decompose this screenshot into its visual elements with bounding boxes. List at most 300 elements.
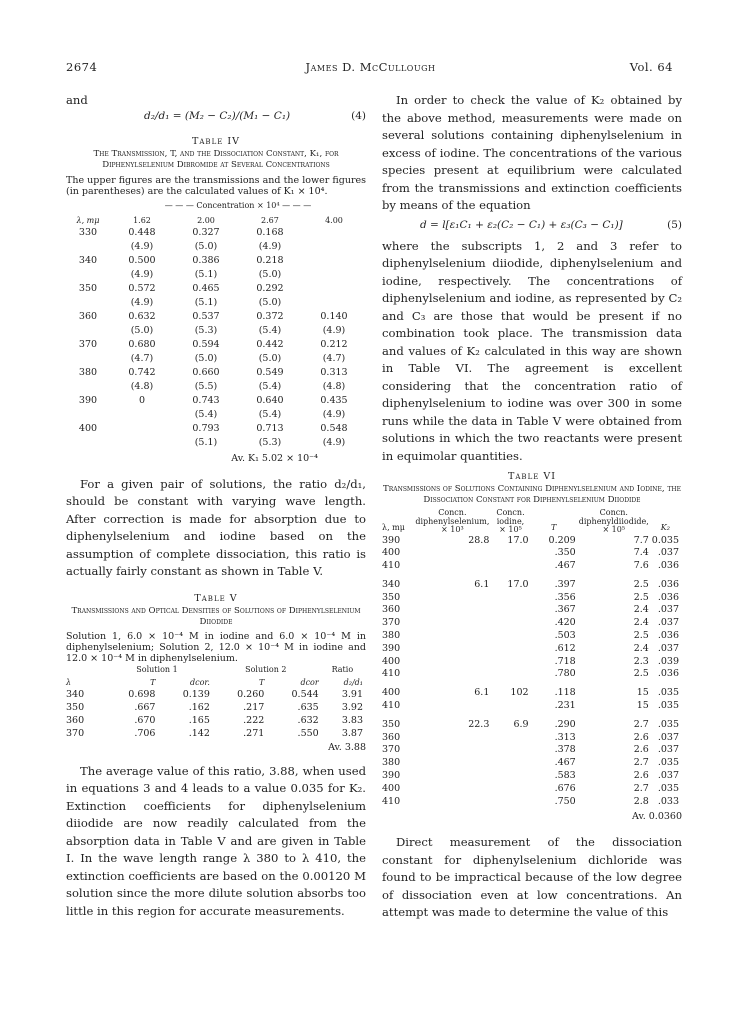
table-row bbox=[66, 701, 366, 714]
equation-4-body: d₂/d₁ = (M₂ − C₂)/(M₁ − C₁) bbox=[144, 109, 291, 122]
table-cell: 7.4 bbox=[633, 547, 649, 559]
table-cell: 370 bbox=[382, 744, 401, 756]
table-cell: .718 bbox=[554, 655, 576, 667]
transmission-cell: 0.572 bbox=[128, 282, 156, 294]
table-row bbox=[382, 573, 682, 592]
table-cell: .378 bbox=[554, 744, 576, 756]
table-row bbox=[66, 254, 366, 268]
equation-5-number: (5) bbox=[667, 218, 682, 231]
table-vi-header: Concn. diphenylselenium, × 10³ bbox=[415, 508, 490, 534]
table-row bbox=[382, 700, 682, 713]
k1-cell: (4.9) bbox=[322, 408, 346, 420]
table-cell bbox=[415, 604, 492, 617]
table-cell: 410 bbox=[382, 700, 401, 712]
table-cell bbox=[415, 656, 492, 669]
table-row bbox=[66, 422, 366, 436]
table-cell bbox=[415, 744, 492, 757]
right-paragraph-3: Direct measurement of the dissociation constant for diphenylselenium dichloride was found to be impractical because of the low degree of dissociation even at low concentrations. An attempt was made to determine the value of this bbox=[382, 835, 682, 920]
table-cell: .313 bbox=[554, 731, 576, 743]
table-v-header: dcor bbox=[300, 677, 319, 687]
table-vi-header: λ, mμ bbox=[382, 522, 405, 532]
k1-cell bbox=[302, 268, 366, 282]
table-cell: 2.5 bbox=[633, 668, 649, 680]
table-cell: 360 bbox=[382, 731, 401, 743]
table-cell: 340 bbox=[382, 578, 401, 590]
table-vi bbox=[382, 471, 682, 822]
table-cell: 0.260 bbox=[237, 688, 265, 700]
transmission-cell: 0.500 bbox=[128, 254, 156, 266]
running-head: James D. McCullough bbox=[305, 60, 436, 74]
table-row bbox=[382, 656, 682, 669]
table-cell bbox=[415, 630, 492, 643]
table-row bbox=[66, 324, 366, 338]
table-cell: .037 bbox=[657, 617, 679, 629]
transmission-cell: 0.743 bbox=[192, 394, 220, 406]
table-cell: .037 bbox=[657, 731, 679, 743]
table-vi-average: Av. 0.0360 bbox=[632, 811, 682, 823]
transmission-cell: 0.212 bbox=[320, 338, 348, 350]
wavelength-cell: 370 bbox=[78, 338, 98, 350]
table-v-group1: Solution 1 bbox=[136, 664, 178, 674]
table-cell bbox=[492, 617, 531, 630]
k1-cell: (5.5) bbox=[194, 380, 218, 392]
table-row bbox=[66, 380, 366, 394]
table-cell bbox=[492, 643, 531, 656]
k1-cell bbox=[302, 240, 366, 254]
table-cell bbox=[492, 744, 531, 757]
table-cell: 350 bbox=[382, 591, 401, 603]
equation-5-body: d = l[ε₁C₁ + ε₂(C₂ − C₁) + ε₃(C₃ − C₁)] bbox=[420, 218, 623, 231]
table-cell bbox=[492, 700, 531, 713]
transmission-cell bbox=[110, 422, 174, 436]
wavelength-cell: 330 bbox=[78, 226, 98, 238]
table-cell: 15 bbox=[636, 687, 649, 699]
transmission-cell: 0.313 bbox=[320, 366, 348, 378]
table-iv-col: 4.00 bbox=[325, 215, 343, 225]
k1-cell: (4.8) bbox=[130, 380, 154, 392]
k1-cell: (5.0) bbox=[130, 324, 154, 336]
left-paragraph-2: The average value of this ratio, 3.88, when used in equations 3 and 4 leads to a value 0.035 for K₂. Extinction coefficients for diphenylselenium diiodide are now readily calculated from the absorption data in Table V and are given in Table I. In the wave length range λ 380 to λ 410, the extinction coefficients are based on the 0.00120 M solution since the more dilute solution absorbs too little in this region for accurate measurements. bbox=[66, 763, 366, 918]
table-v bbox=[66, 593, 366, 753]
table-cell: 2.5 bbox=[633, 578, 649, 590]
table-cell: 28.8 bbox=[468, 534, 490, 546]
wavelength-cell: 400 bbox=[78, 422, 98, 434]
table-cell: 7.7 bbox=[633, 534, 649, 546]
table-row bbox=[382, 592, 682, 605]
table-cell: .036 bbox=[657, 578, 679, 590]
transmission-cell: 0.640 bbox=[256, 394, 284, 406]
table-cell: 0.035 bbox=[651, 534, 679, 546]
concentration-header: Concentration × 10⁴ bbox=[196, 200, 280, 210]
table-cell: .420 bbox=[554, 617, 576, 629]
table-cell: 2.4 bbox=[633, 604, 649, 616]
table-cell: 390 bbox=[382, 642, 401, 654]
table-cell: .750 bbox=[554, 795, 576, 807]
table-cell: 390 bbox=[382, 534, 401, 546]
equation-5 bbox=[382, 218, 682, 238]
intro-word: and bbox=[66, 93, 88, 107]
table-vi-header: Concn. iodine, × 10⁵ bbox=[496, 508, 525, 534]
transmission-cell: 0.549 bbox=[256, 366, 284, 378]
k1-cell: (5.4) bbox=[258, 380, 282, 392]
table-v-title: Table V bbox=[194, 592, 238, 604]
k1-cell: (5.1) bbox=[194, 268, 218, 280]
table-row bbox=[382, 713, 682, 732]
table-cell: 350 bbox=[66, 701, 85, 713]
table-cell: .667 bbox=[134, 701, 156, 713]
table-cell: .039 bbox=[657, 655, 679, 667]
table-row bbox=[382, 547, 682, 560]
table-v-header: dcor. bbox=[189, 677, 210, 687]
transmission-cell bbox=[302, 282, 366, 296]
table-cell: .036 bbox=[657, 630, 679, 642]
k1-cell bbox=[110, 436, 174, 450]
k1-cell: (5.0) bbox=[194, 240, 218, 252]
k1-cell: (4.9) bbox=[322, 436, 346, 448]
table-cell: 0.544 bbox=[291, 688, 319, 700]
table-cell: 22.3 bbox=[468, 718, 490, 730]
table-row bbox=[382, 732, 682, 745]
k1-cell: (4.7) bbox=[130, 352, 154, 364]
table-cell: 2.6 bbox=[633, 770, 649, 782]
table-cell: 2.3 bbox=[633, 655, 649, 667]
table-row bbox=[382, 757, 682, 770]
k1-cell: (5.4) bbox=[194, 408, 218, 420]
transmission-cell: 0.594 bbox=[192, 338, 220, 350]
table-row bbox=[66, 436, 366, 450]
table-v-caption: Transmissions and Optical Densities of Solutions of Diphenylselenium Diiodide bbox=[71, 605, 361, 627]
wavelength-cell: 380 bbox=[78, 366, 98, 378]
equation-4 bbox=[66, 110, 366, 128]
table-cell: .037 bbox=[657, 604, 679, 616]
table-cell: .035 bbox=[657, 718, 679, 730]
table-cell: .222 bbox=[243, 714, 265, 726]
transmission-cell: 0.218 bbox=[256, 254, 284, 266]
table-cell: 2.7 bbox=[633, 718, 649, 730]
table-iv-caption: The Transmission, T, and the Dissociation Constant, K₁, for Diphenylselenium Dibromide at Several Concentrations bbox=[93, 148, 339, 170]
table-cell bbox=[492, 732, 531, 745]
table-cell: 17.0 bbox=[507, 578, 529, 590]
table-cell bbox=[492, 547, 531, 560]
table-cell bbox=[415, 700, 492, 713]
volume-label: Vol. 64 bbox=[629, 60, 673, 74]
k1-cell: (4.9) bbox=[322, 324, 346, 336]
table-cell: .550 bbox=[297, 727, 319, 739]
table-cell: 370 bbox=[382, 617, 401, 629]
table-cell: .612 bbox=[554, 642, 576, 654]
table-cell bbox=[415, 757, 492, 770]
transmission-cell: 0.660 bbox=[192, 366, 220, 378]
table-cell bbox=[492, 796, 531, 809]
table-cell: .035 bbox=[657, 757, 679, 769]
table-v-header: T bbox=[258, 677, 265, 687]
table-cell: .142 bbox=[188, 727, 210, 739]
transmission-cell: 0.168 bbox=[256, 226, 284, 238]
table-iv-average: Av. K₁ 5.02 × 10⁻⁴ bbox=[231, 452, 318, 464]
table-row bbox=[382, 668, 682, 681]
table-cell: 350 bbox=[382, 718, 401, 730]
table-cell: .467 bbox=[554, 560, 576, 572]
table-cell: 2.6 bbox=[633, 731, 649, 743]
k1-cell: (4.7) bbox=[322, 352, 346, 364]
table-cell: 0.139 bbox=[182, 688, 210, 700]
table-cell: .676 bbox=[554, 782, 576, 794]
table-row bbox=[66, 727, 366, 740]
table-iv-title: Table IV bbox=[192, 135, 240, 147]
table-row bbox=[382, 630, 682, 643]
transmission-cell: 0.680 bbox=[128, 338, 156, 350]
table-cell: .231 bbox=[554, 700, 576, 712]
table-cell bbox=[415, 770, 492, 783]
table-cell: 410 bbox=[382, 560, 401, 572]
transmission-cell: 0.327 bbox=[192, 226, 220, 238]
table-cell: 0.698 bbox=[128, 688, 156, 700]
transmission-cell: 0.537 bbox=[192, 310, 220, 322]
table-row bbox=[382, 535, 682, 548]
table-cell: 2.5 bbox=[633, 630, 649, 642]
table-cell bbox=[415, 732, 492, 745]
k1-cell: (4.9) bbox=[130, 296, 154, 308]
table-cell: .035 bbox=[657, 782, 679, 794]
transmission-cell: 0.632 bbox=[128, 310, 156, 322]
table-cell bbox=[492, 770, 531, 783]
k1-cell: (5.1) bbox=[194, 296, 218, 308]
table-cell: 410 bbox=[382, 668, 401, 680]
transmission-cell: 0.372 bbox=[256, 310, 284, 322]
table-cell: 6.1 bbox=[474, 578, 490, 590]
table-cell: .036 bbox=[657, 591, 679, 603]
table-iv-note: The upper figures are the transmissions and the lower figures (in parentheses) are the calculated values of K₁ × 10⁴. bbox=[66, 174, 366, 197]
table-row bbox=[382, 681, 682, 700]
table-cell: 3.87 bbox=[341, 727, 363, 739]
k1-cell: (5.0) bbox=[258, 268, 282, 280]
table-v-group3: Ratio bbox=[331, 664, 354, 674]
wavelength-cell: 390 bbox=[78, 394, 98, 406]
table-cell: 17.0 bbox=[507, 534, 529, 546]
table-cell: 7.6 bbox=[633, 560, 649, 572]
table-cell bbox=[492, 668, 531, 681]
table-vi-caption: Transmissions of Solutions Containing Diphenylselenium and Iodine, the Dissociation Constant for Diphenylselenium Diiodide bbox=[382, 484, 682, 505]
table-cell: .036 bbox=[657, 560, 679, 572]
table-cell: .035 bbox=[657, 700, 679, 712]
table-cell: 2.4 bbox=[633, 642, 649, 654]
table-cell bbox=[415, 783, 492, 796]
left-paragraph-1: For a given pair of solutions, the ratio d₂/d₁, should be constant with varying wave length. After correction is made for absorption due to diphenylselenium and iodine based on the assumption of complete dissociation, this ratio is actually fairly constant as shown in Table V. bbox=[66, 476, 366, 578]
k1-cell: (4.8) bbox=[322, 380, 346, 392]
table-cell bbox=[415, 643, 492, 656]
transmission-cell: 0 bbox=[138, 394, 146, 406]
transmission-cell: 0.435 bbox=[320, 394, 348, 406]
table-cell: .503 bbox=[554, 630, 576, 642]
table-cell: 6.1 bbox=[474, 687, 490, 699]
table-cell bbox=[492, 560, 531, 573]
transmission-cell: 0.292 bbox=[256, 282, 284, 294]
table-cell: .165 bbox=[188, 714, 210, 726]
transmission-cell: 0.442 bbox=[256, 338, 284, 350]
table-v-average: Av. 3.88 bbox=[328, 741, 366, 753]
transmission-cell: 0.742 bbox=[128, 366, 156, 378]
table-vi-grid bbox=[382, 509, 682, 808]
table-cell: .035 bbox=[657, 687, 679, 699]
table-cell: .037 bbox=[657, 744, 679, 756]
table-cell: .036 bbox=[657, 668, 679, 680]
table-row bbox=[66, 226, 366, 240]
table-cell: .356 bbox=[554, 591, 576, 603]
table-cell bbox=[492, 757, 531, 770]
table-cell: 400 bbox=[382, 782, 401, 794]
table-cell: .033 bbox=[657, 795, 679, 807]
k1-cell: (5.3) bbox=[194, 324, 218, 336]
table-cell bbox=[415, 547, 492, 560]
table-cell: .290 bbox=[554, 718, 576, 730]
wavelength-cell: 340 bbox=[78, 254, 98, 266]
table-cell: .706 bbox=[134, 727, 156, 739]
table-cell bbox=[415, 560, 492, 573]
table-cell bbox=[492, 604, 531, 617]
table-cell: 380 bbox=[382, 630, 401, 642]
transmission-cell: 0.448 bbox=[128, 226, 156, 238]
table-cell: .467 bbox=[554, 757, 576, 769]
k1-cell bbox=[302, 296, 366, 310]
table-cell bbox=[415, 617, 492, 630]
right-column bbox=[382, 92, 682, 922]
table-cell: 3.91 bbox=[341, 688, 363, 700]
table-iv-col-header: λ, mμ bbox=[76, 215, 100, 225]
table-cell: .037 bbox=[657, 642, 679, 654]
table-row bbox=[382, 643, 682, 656]
table-row bbox=[382, 560, 682, 573]
k1-cell: (5.3) bbox=[258, 436, 282, 448]
table-cell: .670 bbox=[134, 714, 156, 726]
table-cell: .271 bbox=[243, 727, 265, 739]
k1-cell: (5.0) bbox=[258, 296, 282, 308]
table-row bbox=[66, 714, 366, 727]
table-cell: 390 bbox=[382, 770, 401, 782]
k1-cell: (5.0) bbox=[194, 352, 218, 364]
table-row bbox=[66, 366, 366, 380]
table-v-grid bbox=[66, 665, 366, 740]
transmission-cell bbox=[302, 254, 366, 268]
table-cell: .118 bbox=[554, 687, 576, 699]
table-cell: 2.6 bbox=[633, 744, 649, 756]
transmission-cell: 0.548 bbox=[320, 422, 348, 434]
transmission-cell: 0.140 bbox=[320, 310, 348, 322]
table-cell: .635 bbox=[297, 701, 319, 713]
table-cell: .037 bbox=[657, 770, 679, 782]
transmission-cell bbox=[302, 226, 366, 240]
table-row bbox=[66, 296, 366, 310]
table-cell bbox=[492, 656, 531, 669]
k1-cell: (5.0) bbox=[258, 352, 282, 364]
table-iv-grid: — — — Concentration × 10⁴ — — — λ, mμ 1.62 2.00 2.67 4.00 330 0.448 0.327 0.168 (4.9) (5.0) (4.9) 340 0.500 0.386 0.218 (4.9) (5.1) (5.0) 350 0.572 0.465 0.292 (4.9) (5.1) (5.0) 360 0.632 0.537 0.372 0.140 (5.0) (5.3) (5.4) (4.9) 370 0.680 0.594 0.442 0.212 (4.7) (5.0) (5.0) (4.7) 380 0.742 0.660 0.549 0.313 (4.8) (5.5) (5.4) (4.8) 390 0 0.743 0.640 0.435 (5.4) (5.4) (4.9) 400 0.793 0.713 0.548 (5.1) (5.3) (4.9) bbox=[66, 201, 366, 450]
table-cell: 360 bbox=[382, 604, 401, 616]
table-row bbox=[66, 268, 366, 282]
table-cell: 370 bbox=[66, 727, 85, 739]
left-column bbox=[66, 92, 366, 920]
table-v-group2: Solution 2 bbox=[245, 664, 287, 674]
table-cell: 2.5 bbox=[633, 591, 649, 603]
table-cell bbox=[492, 783, 531, 796]
table-iv-col: 1.62 bbox=[133, 215, 151, 225]
table-cell bbox=[415, 668, 492, 681]
transmission-cell: 0.386 bbox=[192, 254, 220, 266]
equation-4-number: (4) bbox=[351, 109, 366, 122]
table-cell: .162 bbox=[188, 701, 210, 713]
table-cell: .217 bbox=[243, 701, 265, 713]
table-row bbox=[66, 352, 366, 366]
table-cell: 102 bbox=[510, 687, 529, 699]
table-row bbox=[66, 408, 366, 422]
table-cell: 2.7 bbox=[633, 782, 649, 794]
table-cell: 400 bbox=[382, 687, 401, 699]
table-v-header: T bbox=[150, 677, 156, 687]
table-cell: 6.9 bbox=[513, 718, 529, 730]
table-cell: .780 bbox=[554, 668, 576, 680]
transmission-cell: 0.713 bbox=[256, 422, 284, 434]
wavelength-cell: 350 bbox=[78, 282, 98, 294]
k1-cell: (4.9) bbox=[130, 268, 154, 280]
table-vi-header: Concn. diphenyldiiodide, × 10⁵ bbox=[578, 508, 649, 534]
table-v-note: Solution 1, 6.0 × 10⁻⁴ M in iodine and 6.0 × 10⁻⁴ M in diphenylselenium; Solution 2, 12.0 × 10⁻⁴ M in iodine and 12.0 × 10⁻⁴ M in diphenylselenium. bbox=[66, 630, 366, 664]
k1-cell: (4.9) bbox=[258, 240, 282, 252]
table-cell: .037 bbox=[657, 547, 679, 559]
table-row bbox=[382, 617, 682, 630]
page-number: 2674 bbox=[66, 60, 98, 74]
table-row bbox=[66, 394, 366, 408]
table-row bbox=[382, 796, 682, 809]
table-row bbox=[382, 744, 682, 757]
k1-cell: (5.1) bbox=[194, 436, 218, 448]
table-row bbox=[382, 783, 682, 796]
table-cell bbox=[415, 796, 492, 809]
table-row bbox=[66, 282, 366, 296]
table-cell: 15 bbox=[636, 700, 649, 712]
table-cell: 410 bbox=[382, 795, 401, 807]
table-v-header: d₂/d₁ bbox=[343, 677, 363, 687]
k1-cell: (4.9) bbox=[130, 240, 154, 252]
table-row bbox=[382, 604, 682, 617]
table-cell: 360 bbox=[66, 714, 85, 726]
table-cell: 2.4 bbox=[633, 617, 649, 629]
transmission-cell: 0.465 bbox=[192, 282, 220, 294]
table-cell: 340 bbox=[66, 688, 85, 700]
table-vi-header: K₂ bbox=[660, 522, 670, 532]
table-cell: 0.209 bbox=[548, 534, 576, 546]
table-iv bbox=[66, 136, 366, 464]
table-cell bbox=[415, 592, 492, 605]
table-cell bbox=[492, 630, 531, 643]
k1-cell bbox=[110, 408, 174, 422]
table-row bbox=[66, 688, 366, 701]
table-v-header: λ bbox=[66, 677, 72, 687]
table-cell: 380 bbox=[382, 757, 401, 769]
table-vi-title: Table VI bbox=[508, 471, 556, 482]
right-paragraph-1: In order to check the value of K₂ obtained by the above method, measurements were made on several solutions containing diphenylselenium in excess of iodine. The concentrations of the various species present at equilibrium were calculated from the transmissions and extinction coefficients by means of the equation bbox=[382, 93, 682, 212]
table-cell: 400 bbox=[382, 547, 401, 559]
table-cell: 3.83 bbox=[341, 714, 363, 726]
table-cell: .397 bbox=[554, 578, 576, 590]
table-cell: 400 bbox=[382, 655, 401, 667]
table-vi-header: T bbox=[550, 522, 557, 532]
table-cell: .367 bbox=[554, 604, 576, 616]
table-iv-col: 2.00 bbox=[197, 215, 215, 225]
k1-cell: (5.4) bbox=[258, 408, 282, 420]
table-row bbox=[66, 240, 366, 254]
table-row bbox=[66, 338, 366, 352]
table-cell: .350 bbox=[554, 547, 576, 559]
table-iv-col: 2.67 bbox=[261, 215, 279, 225]
table-cell: 2.8 bbox=[633, 795, 649, 807]
